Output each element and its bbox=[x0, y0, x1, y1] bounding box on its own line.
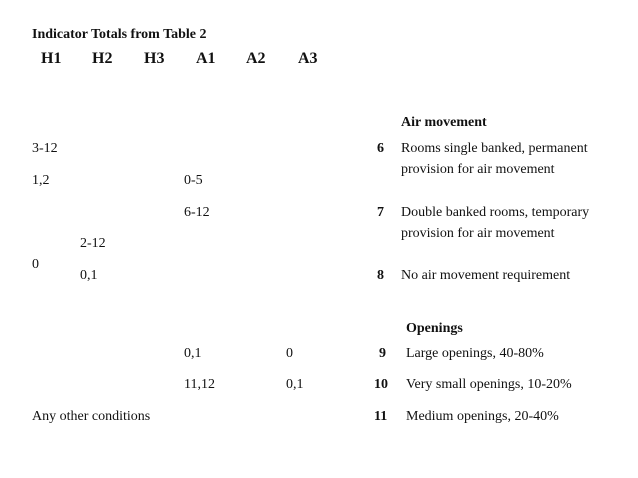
cell-value: Any other conditions bbox=[32, 409, 151, 424]
header-h1: H1 bbox=[41, 50, 62, 67]
cell-value: 0,1 bbox=[80, 268, 98, 283]
header-h2: H2 bbox=[92, 50, 113, 67]
indicator-description: Rooms single banked, permanent provision for air movement bbox=[401, 141, 588, 177]
header-h3: H3 bbox=[144, 50, 165, 67]
cell-value: 1,2 bbox=[32, 173, 50, 188]
indicator-number: 10 bbox=[374, 377, 388, 392]
section-openings: Openings bbox=[406, 321, 463, 336]
cell-value: 0 bbox=[286, 346, 293, 361]
indicator-description: Double banked rooms, temporary provision for air movement bbox=[401, 205, 590, 241]
indicator-description: Very small openings, 10-20% bbox=[406, 377, 572, 392]
cell-value: 2-12 bbox=[80, 236, 106, 251]
indicator-number: 9 bbox=[379, 346, 386, 361]
cell-value: 0 bbox=[32, 257, 39, 272]
table-title: Indicator Totals from Table 2 bbox=[32, 27, 207, 42]
header-a2: A2 bbox=[246, 50, 266, 67]
indicator-number: 7 bbox=[377, 205, 384, 220]
section-air-movement: Air movement bbox=[401, 115, 487, 130]
cell-value: 6-12 bbox=[184, 205, 210, 220]
indicator-description: Large openings, 40-80% bbox=[406, 346, 544, 361]
cell-value: 0,1 bbox=[184, 346, 202, 361]
cell-value: 0,1 bbox=[286, 377, 304, 392]
indicator-number: 6 bbox=[377, 141, 384, 156]
indicator-description: Medium openings, 20-40% bbox=[406, 409, 559, 424]
indicator-number: 11 bbox=[374, 409, 388, 424]
cell-value: 0-5 bbox=[184, 173, 203, 188]
indicator-number: 8 bbox=[377, 268, 384, 283]
indicator-description: No air movement requirement bbox=[401, 268, 571, 283]
cell-value: 3-12 bbox=[32, 141, 58, 156]
cell-value: 11,12 bbox=[184, 377, 215, 392]
header-a1: A1 bbox=[196, 50, 216, 67]
header-a3: A3 bbox=[298, 50, 318, 67]
